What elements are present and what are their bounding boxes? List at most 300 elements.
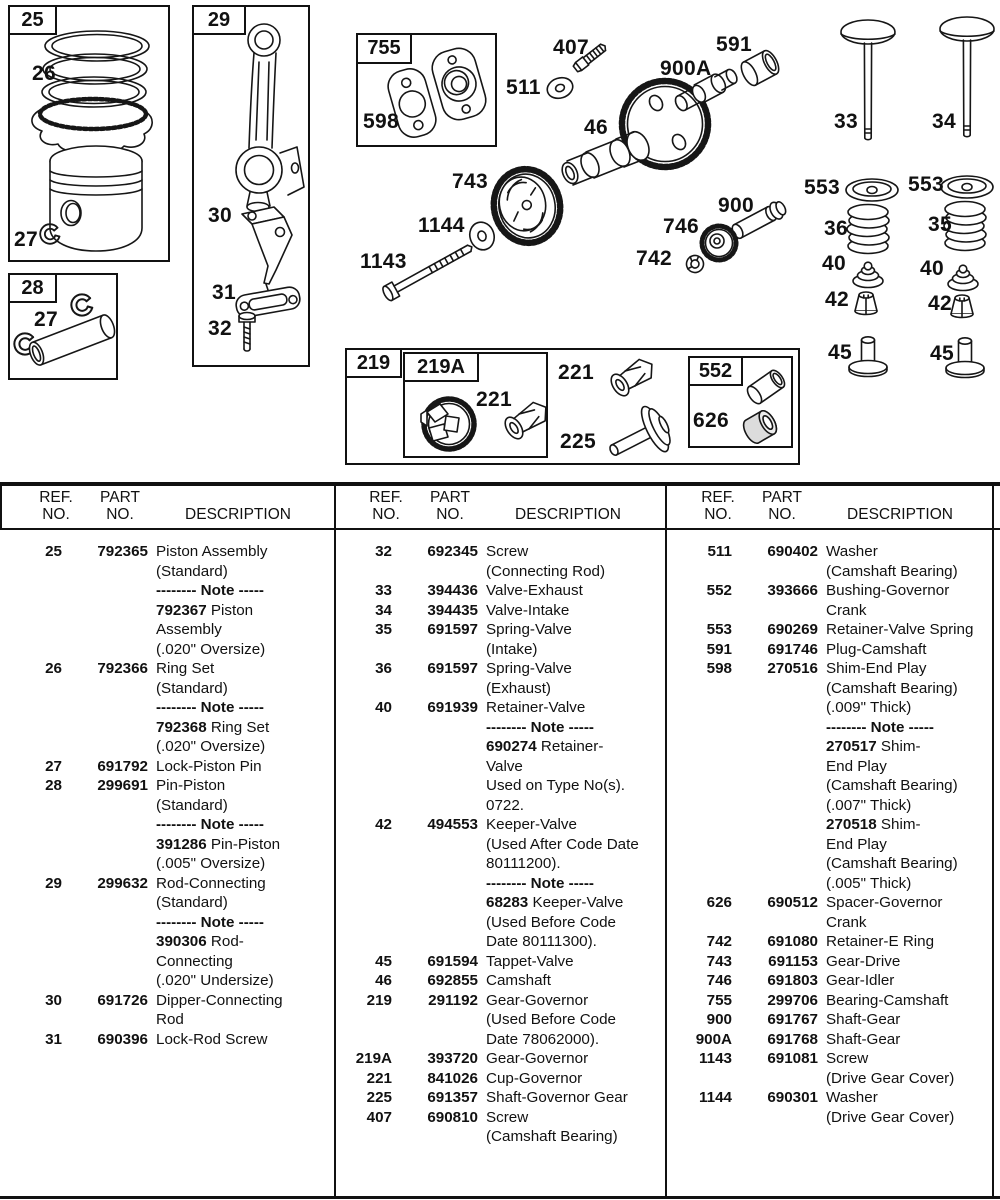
part-description: Valve: [486, 757, 523, 775]
callout-1143: 1143: [360, 250, 407, 273]
ref-no: [672, 796, 732, 816]
part-no: [740, 854, 818, 874]
header-ref: NO.: [704, 506, 732, 523]
part-no: [400, 874, 478, 894]
part-description-text: Rod-: [206, 933, 244, 950]
part-row: [10, 757, 332, 777]
part-no: [70, 640, 148, 660]
part-no: 690301: [767, 1089, 818, 1106]
part-description: (.007" Thick): [826, 796, 912, 814]
part-row: [672, 1010, 990, 1030]
part-description: (.005" Oversize): [156, 855, 266, 872]
ref-no: 552: [706, 582, 732, 599]
part-description: Bearing-Camshaft: [826, 991, 949, 1009]
ref-no: [10, 562, 62, 582]
part-description: Shaft-Gear: [826, 1011, 901, 1028]
part-no: [400, 737, 478, 757]
part-description-text: Pin-Piston: [206, 835, 281, 853]
ref-no: [672, 757, 732, 777]
part-description: Screw: [486, 1108, 529, 1126]
part-no: 394436: [427, 582, 478, 599]
part-row-continuation: [340, 796, 662, 816]
part-row-continuation: [10, 835, 332, 855]
part-no: [70, 737, 148, 757]
part-description: (Camshaft Bearing): [826, 855, 958, 872]
ref-no: 219A: [355, 1050, 392, 1067]
callout-27: 27: [14, 228, 38, 251]
part-row-continuation: [10, 913, 332, 933]
ref-no: 42: [375, 816, 392, 833]
ref-no: [672, 835, 732, 855]
part-no: [70, 562, 148, 582]
ref-no: [672, 562, 732, 582]
part-row: [672, 893, 990, 913]
callout-40: 40: [822, 252, 846, 275]
part-row-continuation: [672, 835, 990, 855]
part-no: 792366: [97, 660, 148, 677]
part-description: (Standard): [156, 796, 228, 814]
part-row: [10, 542, 332, 562]
part-row-continuation: [10, 952, 332, 972]
ref-no: 29: [45, 874, 62, 892]
valve-retainer-drawing: [948, 265, 978, 290]
ref-no: 407: [366, 1108, 392, 1126]
part-row-continuation: [10, 640, 332, 660]
part-no: [70, 718, 148, 738]
ref-no: [10, 893, 62, 913]
ref-no: 746: [706, 972, 732, 989]
part-no: 691080: [767, 933, 818, 950]
part-description: 80111200).: [486, 855, 561, 872]
part-no: [400, 679, 478, 699]
ref-no: 26: [45, 660, 62, 677]
part-no: [70, 620, 148, 640]
ref-no: [672, 718, 732, 738]
callout-32: 32: [208, 317, 232, 340]
part-no: [400, 932, 478, 952]
ref-no: [340, 757, 392, 777]
part-description: (Standard): [156, 894, 228, 911]
part-description: (Camshaft Bearing): [486, 1128, 618, 1145]
ref-no: [10, 796, 62, 816]
part-row: [340, 1069, 662, 1089]
callout-900A: 900A: [660, 57, 712, 80]
part-description: Date 80111300).: [486, 933, 597, 950]
callout-45: 45: [930, 342, 954, 365]
callout-221: 221: [558, 361, 594, 384]
part-row: [672, 1049, 990, 1069]
part-description: Shim-End Play: [826, 660, 927, 677]
ref-no: 598: [706, 660, 732, 677]
part-row: [340, 815, 662, 835]
ref-no: [10, 718, 62, 738]
box-label-219: [345, 348, 402, 378]
part-description-text: Shim-: [876, 738, 921, 755]
part-row: [672, 971, 990, 991]
ref-no: 27: [45, 757, 62, 775]
part-row-continuation: [340, 640, 662, 660]
part-no: [740, 698, 818, 718]
part-row-continuation: [672, 796, 990, 816]
part-description-text: Keeper-Valve: [528, 894, 624, 911]
ref-no: [340, 893, 392, 913]
ref-no: [672, 601, 732, 621]
ref-no: [10, 854, 62, 874]
part-row-continuation: [340, 776, 662, 796]
part-description: [826, 815, 990, 835]
part-no: 691803: [767, 972, 818, 989]
part-no: [400, 562, 478, 582]
callout-31: 31: [212, 281, 236, 304]
ref-no: 46: [375, 972, 392, 989]
valve-spring-retainer-drawing: [941, 176, 993, 198]
part-no: 691792: [97, 757, 148, 775]
part-row: [340, 971, 662, 991]
part-no: 691939: [427, 699, 478, 716]
part-description: Screw: [826, 1050, 869, 1067]
callout-743: 743: [452, 170, 488, 193]
part-no: [400, 718, 478, 738]
part-row-continuation: [672, 1108, 990, 1128]
callout-45: 45: [828, 341, 852, 364]
part-row: [672, 659, 990, 679]
callout-742: 742: [636, 247, 672, 270]
part-description-bold: -------- Note -----: [486, 874, 594, 892]
part-no: 691081: [767, 1050, 818, 1067]
e-ring-drawing: [684, 253, 706, 275]
part-no: 692345: [427, 543, 478, 560]
part-row: [340, 620, 662, 640]
ref-no: 743: [706, 952, 732, 970]
callout-900: 900: [718, 194, 754, 217]
part-row: [672, 620, 990, 640]
part-no: [740, 601, 818, 621]
ref-no: [10, 698, 62, 718]
part-no: [70, 698, 148, 718]
parts-table-column-3: [672, 542, 990, 1127]
table-border-right: [992, 482, 994, 1198]
part-description-bold: -------- Note -----: [156, 816, 264, 833]
part-no: 690402: [767, 543, 818, 560]
header-ref: NO.: [42, 506, 70, 523]
part-description: Crank: [826, 601, 867, 619]
callout-553: 553: [804, 176, 840, 199]
part-description: Gear-Governor: [486, 991, 589, 1009]
part-row-continuation: [10, 679, 332, 699]
ref-no: [672, 1069, 732, 1089]
part-no: [740, 874, 818, 894]
header-part: NO.: [106, 506, 134, 523]
ref-no: 1143: [699, 1050, 732, 1067]
part-description: Washer: [826, 543, 878, 560]
ref-no: 28: [45, 777, 62, 794]
part-description-bold: 270517: [826, 738, 877, 755]
callout-36: 36: [824, 217, 848, 240]
part-description: [486, 874, 662, 894]
part-description-bold: 391286: [156, 835, 207, 853]
part-no: [400, 1010, 478, 1030]
part-row-continuation: [672, 562, 990, 582]
part-no: 691597: [427, 621, 478, 638]
ref-no: [340, 1030, 392, 1050]
box-bushing-group: [688, 356, 793, 448]
part-row-continuation: [340, 1010, 662, 1030]
ref-no: [340, 737, 392, 757]
part-row-continuation: [340, 874, 662, 894]
ref-no: [10, 971, 62, 991]
part-description: [156, 913, 332, 933]
ref-no: [10, 835, 62, 855]
part-description: (Connecting Rod): [486, 562, 606, 580]
header-description: DESCRIPTION: [847, 506, 953, 523]
ref-no: [672, 737, 732, 757]
ref-no: 221: [366, 1069, 392, 1087]
part-description: (Exhaust): [486, 679, 551, 697]
part-no: 841026: [427, 1069, 478, 1087]
part-row: [672, 1030, 990, 1050]
part-description-bold: 390306: [156, 933, 207, 950]
part-description: (Used Before Code: [486, 913, 617, 931]
camshaft-drawing: [559, 81, 708, 186]
part-description: Rod-Connecting: [156, 874, 266, 892]
part-description: Spring-Valve: [486, 621, 572, 638]
box-label-25-text: 25: [21, 8, 44, 31]
part-row: [340, 952, 662, 972]
header-part: PART: [100, 489, 140, 506]
ref-no: 35: [375, 621, 392, 638]
callout-34: 34: [932, 110, 956, 133]
part-row: [10, 991, 332, 1011]
part-description: (Intake): [486, 640, 538, 658]
callout-42: 42: [825, 288, 849, 311]
ref-no: [10, 932, 62, 952]
ref-no: [672, 815, 732, 835]
valve-keeper-drawing: [855, 292, 877, 315]
callout-26: 26: [32, 62, 56, 85]
ref-no: [340, 718, 392, 738]
part-no: 299691: [97, 777, 148, 794]
ref-no: 33: [375, 582, 392, 599]
part-row: [340, 698, 662, 718]
callout-40: 40: [920, 257, 944, 280]
ref-no: [672, 854, 732, 874]
ref-no: [340, 1127, 392, 1147]
part-no: 270516: [767, 660, 818, 677]
header-part: PART: [762, 489, 802, 506]
part-row-continuation: [672, 874, 990, 894]
part-description-text: Piston: [206, 601, 254, 619]
part-description: (Camshaft Bearing): [826, 777, 958, 794]
header-ref: REF.: [39, 489, 73, 506]
part-description: End Play: [826, 835, 887, 853]
ref-no: [10, 620, 62, 640]
part-no: [740, 835, 818, 855]
part-row-continuation: [10, 932, 332, 952]
table-divider-1: [334, 482, 336, 1198]
part-description: Washer: [826, 1089, 878, 1106]
part-description: [156, 932, 332, 952]
part-description: (Standard): [156, 679, 228, 697]
part-no: 394435: [427, 601, 478, 619]
part-row: [672, 640, 990, 660]
part-description: [156, 581, 332, 601]
part-no: [740, 757, 818, 777]
part-row: [10, 874, 332, 894]
part-no: [740, 815, 818, 835]
part-description: Spacer-Governor: [826, 894, 943, 911]
valve-spring-retainer-drawing: [846, 179, 898, 201]
callout-33: 33: [834, 110, 858, 133]
header-ref: NO.: [372, 506, 400, 523]
part-description-text: Shim-: [876, 816, 921, 833]
part-description: (Used Before Code: [486, 1011, 617, 1028]
part-description: (.020" Undersize): [156, 972, 274, 989]
part-no: 692855: [427, 972, 478, 989]
ref-no: [340, 776, 392, 796]
part-row-continuation: [340, 562, 662, 582]
box-rod-group: [192, 5, 310, 367]
ref-no: [340, 640, 392, 660]
part-description-bold: 270518: [826, 816, 877, 833]
part-row-continuation: [340, 1127, 662, 1147]
valve-retainer-drawing: [853, 262, 883, 287]
part-description: Crank: [826, 913, 867, 931]
table-border-top: [0, 482, 1000, 486]
parts-table-column-2: [340, 542, 662, 1147]
part-description: Gear-Governor: [486, 1050, 589, 1067]
part-no: [400, 640, 478, 660]
part-row-continuation: [340, 679, 662, 699]
box-label-552-text: 552: [698, 359, 733, 382]
part-no: 691594: [427, 952, 478, 970]
header-part: NO.: [436, 506, 464, 523]
part-description: Keeper-Valve: [486, 816, 577, 833]
part-no: [400, 1127, 478, 1147]
box-label-25: [8, 5, 57, 35]
ref-no: [672, 679, 732, 699]
part-description: Assembly: [156, 621, 222, 638]
ref-no: 32: [375, 543, 392, 560]
part-description: Date 78062000).: [486, 1030, 600, 1048]
part-row: [672, 1088, 990, 1108]
part-description: Tappet-Valve: [486, 952, 574, 970]
part-no: [70, 952, 148, 972]
part-row-continuation: [672, 698, 990, 718]
part-row-continuation: [10, 698, 332, 718]
callout-598: 598: [363, 110, 399, 133]
callout-1144: 1144: [418, 214, 465, 237]
part-row-continuation: [340, 893, 662, 913]
part-no: 690396: [97, 1030, 148, 1048]
part-row-continuation: [10, 620, 332, 640]
part-no: [400, 835, 478, 855]
part-no: 691726: [97, 991, 148, 1009]
ref-no: 900A: [695, 1030, 732, 1048]
part-row: [10, 776, 332, 796]
header-part: PART: [430, 489, 470, 506]
part-description: Pin-Piston: [156, 777, 226, 794]
part-description: Camshaft: [486, 972, 551, 989]
part-description: Lock-Piston Pin: [156, 757, 262, 775]
part-description-bold: 792367: [156, 601, 207, 619]
part-row-continuation: [10, 796, 332, 816]
part-description: 0722.: [486, 796, 525, 814]
part-row-continuation: [340, 854, 662, 874]
ref-no: 40: [375, 699, 392, 716]
part-description-bold: -------- Note -----: [156, 699, 264, 716]
callout-553: 553: [908, 173, 944, 196]
part-description: Plug-Camshaft: [826, 640, 927, 658]
part-no: [740, 1069, 818, 1089]
part-description: [156, 815, 332, 835]
ref-no: 1144: [699, 1089, 732, 1106]
part-description: (Camshaft Bearing): [826, 679, 958, 697]
part-row-continuation: [10, 737, 332, 757]
part-description: Valve-Intake: [486, 601, 570, 619]
part-description-bold: -------- Note -----: [156, 913, 264, 931]
part-description: (Used After Code Date: [486, 835, 639, 853]
part-no: [70, 971, 148, 991]
part-description: Used on Type No(s).: [486, 777, 626, 794]
part-no: [70, 1010, 148, 1030]
ref-no: [340, 874, 392, 894]
part-description: (Camshaft Bearing): [826, 562, 958, 580]
part-no: [70, 796, 148, 816]
part-row-continuation: [672, 679, 990, 699]
ref-no: [10, 737, 62, 757]
part-no: [740, 1108, 818, 1128]
part-no: [70, 854, 148, 874]
part-row: [340, 1049, 662, 1069]
part-description: [156, 698, 332, 718]
part-row-continuation: [10, 581, 332, 601]
part-row-continuation: [10, 601, 332, 621]
ref-no: 225: [366, 1089, 392, 1106]
part-description-bold: -------- Note -----: [826, 718, 934, 736]
ref-no: 45: [375, 952, 392, 970]
header-ref: REF.: [369, 489, 403, 506]
ref-no: [10, 952, 62, 972]
part-no: [400, 854, 478, 874]
part-row-continuation: [672, 854, 990, 874]
part-description: [156, 718, 332, 738]
part-no: [400, 776, 478, 796]
part-no: [70, 932, 148, 952]
part-description: (.009" Thick): [826, 699, 912, 716]
part-no: [400, 1030, 478, 1050]
part-row-continuation: [340, 718, 662, 738]
ref-no: 219: [366, 991, 392, 1009]
part-row-continuation: [672, 1069, 990, 1089]
part-description: (Standard): [156, 562, 228, 580]
part-no: 792365: [97, 543, 148, 560]
part-description: Gear-Drive: [826, 952, 901, 970]
header-description: DESCRIPTION: [185, 506, 291, 523]
part-no: 291192: [428, 991, 478, 1009]
ref-no: [340, 854, 392, 874]
ref-no: 900: [706, 1011, 732, 1028]
part-row-continuation: [672, 718, 990, 738]
part-row: [340, 659, 662, 679]
ref-no: [10, 581, 62, 601]
part-description: Gear-Idler: [826, 972, 895, 989]
part-no: 691153: [768, 952, 818, 970]
part-row: [10, 1030, 332, 1050]
part-description: [486, 718, 662, 738]
ref-no: [672, 913, 732, 933]
part-no: 494553: [427, 816, 478, 833]
bearing-washer-drawing: [545, 74, 576, 101]
